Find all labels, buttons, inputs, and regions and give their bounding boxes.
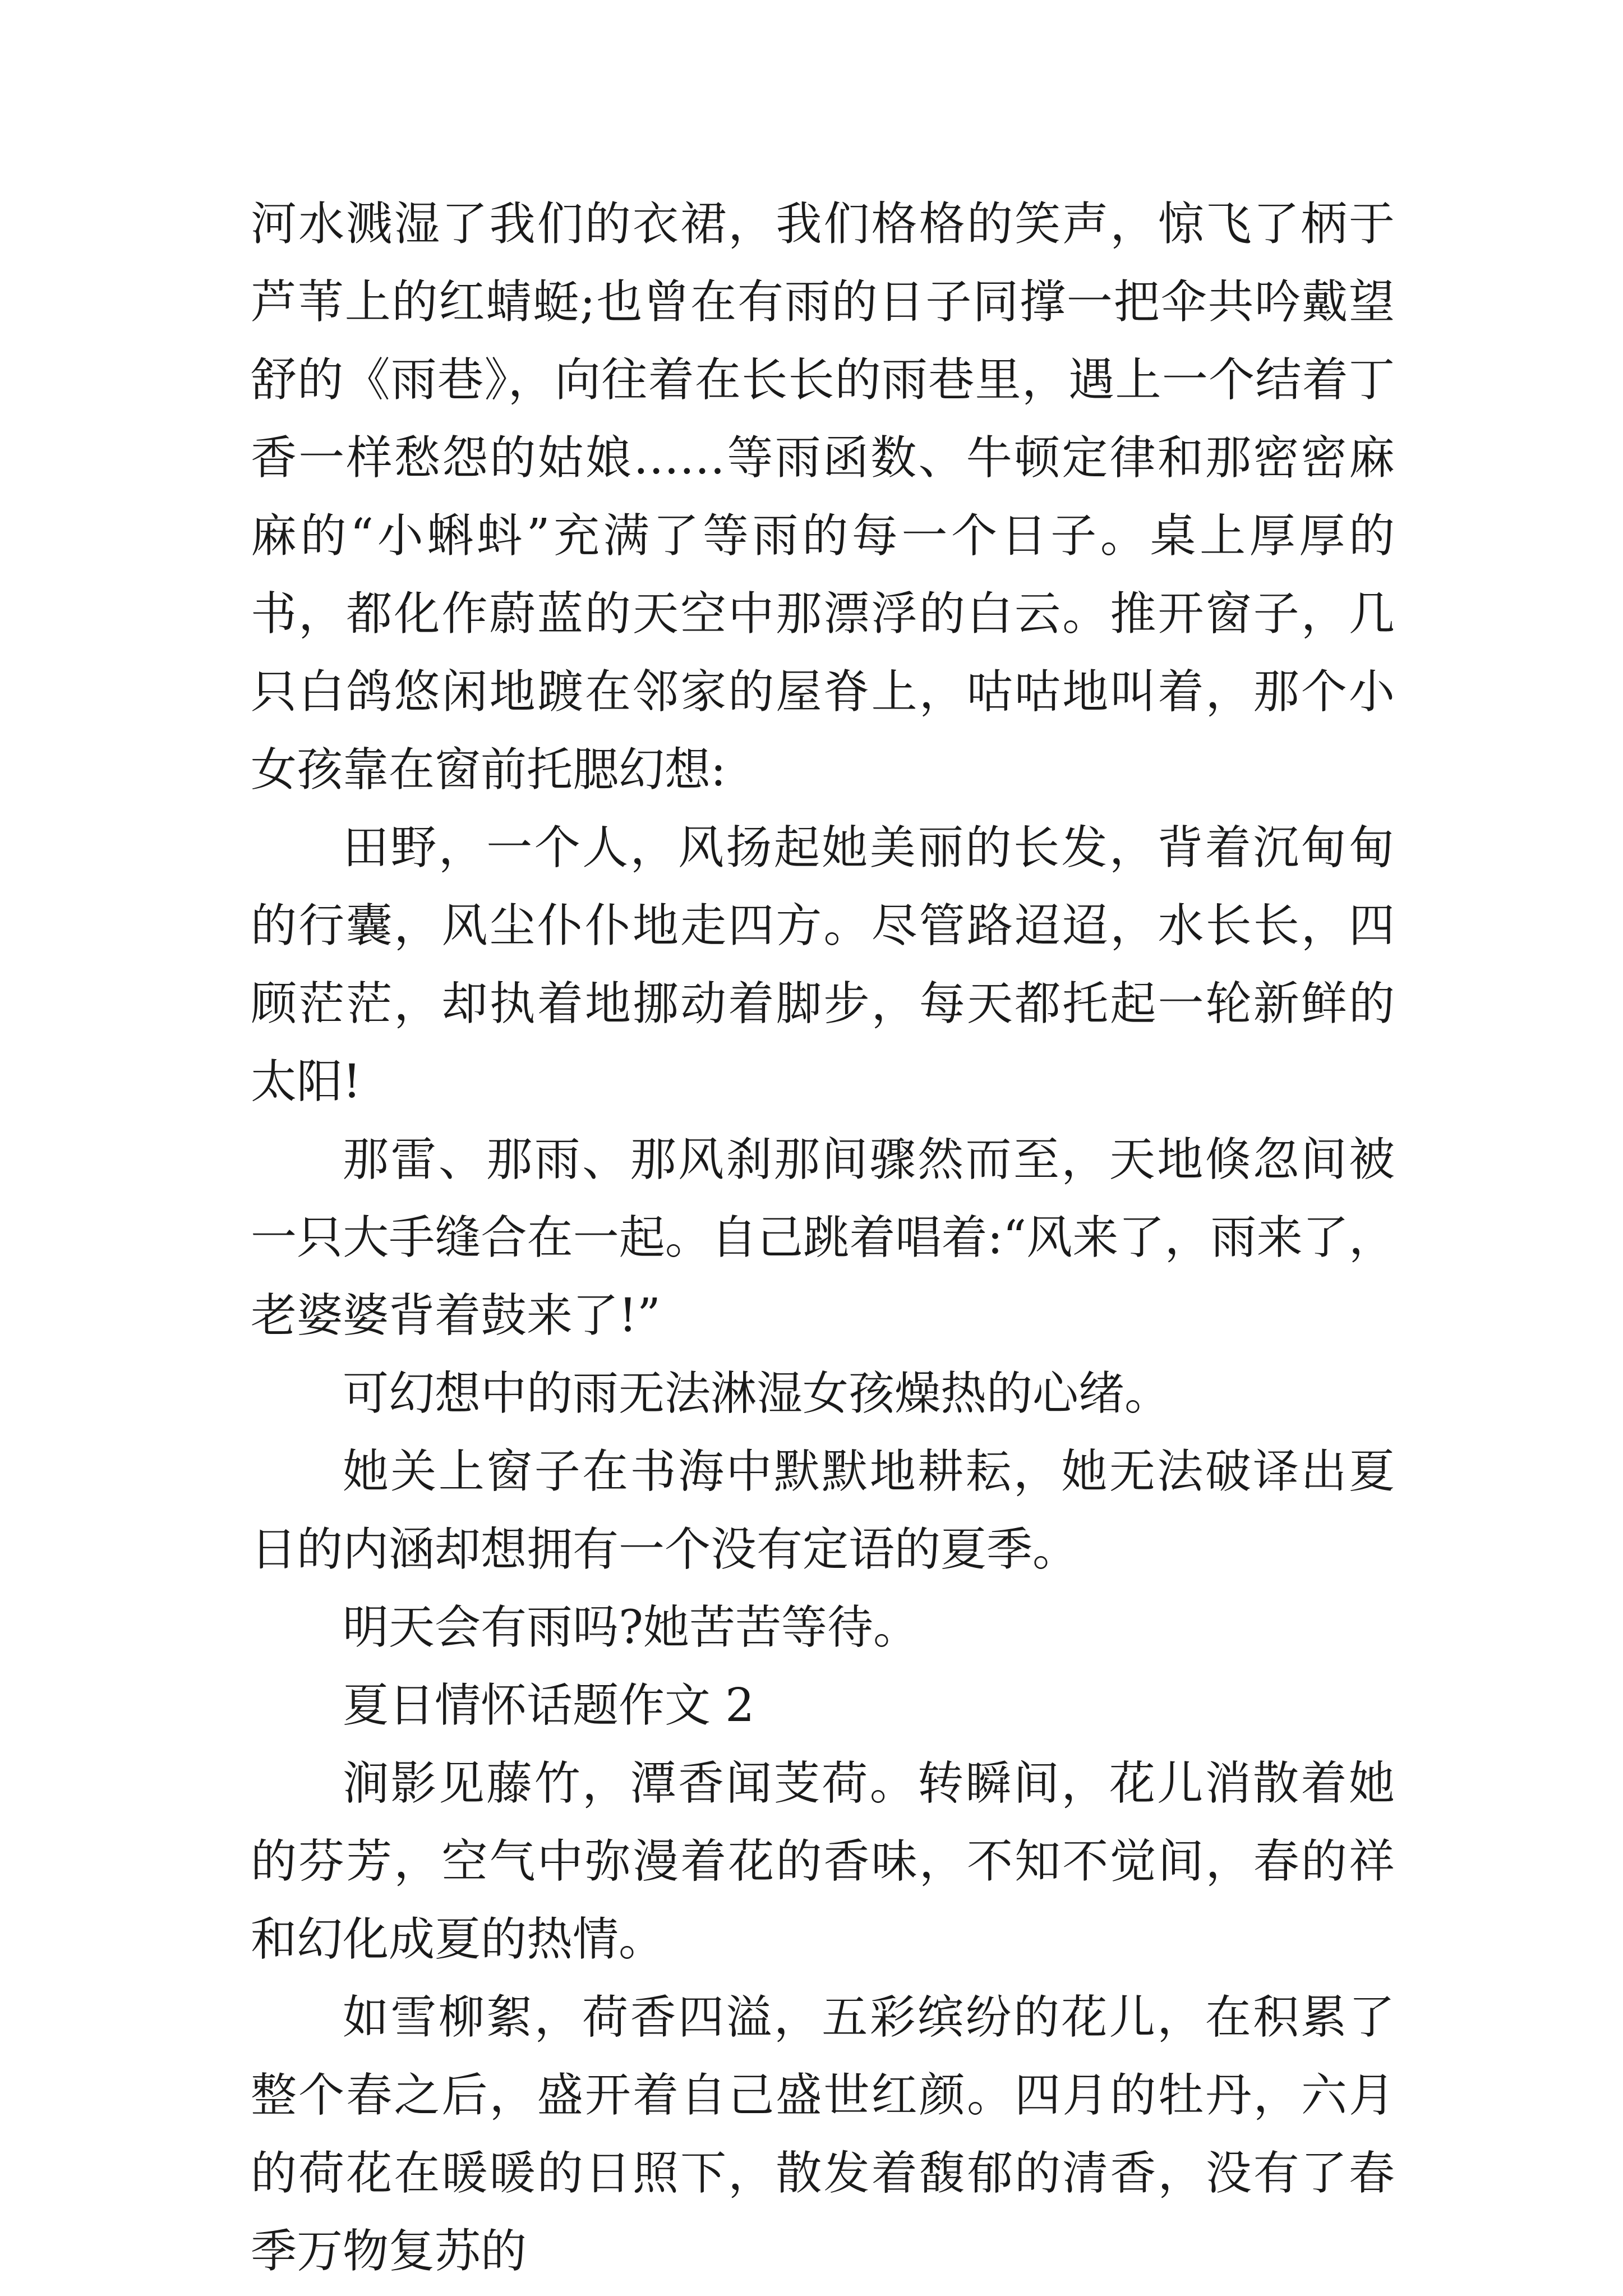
- paragraph-8: 如雪柳絮，荷香四溢，五彩缤纷的花儿，在积累了整个春之后，盛开着自己盛世红颜。四月的牡丹，六月的荷花在暖暖的日照下，散发着馥郁的清香，没有了春季万物复苏的: [251, 1991, 1395, 2278]
- paragraph-1: 河水溅湿了我们的衣裙，我们格格的笑声，惊飞了柄于芦苇上的红蜻蜓;也曾在有雨的日子同撑一把伞共吟戴望舒的《雨巷》，向往着在长长的雨巷里，遇上一个结着丁香一样愁怨的姑娘……等雨函数、牛顿定律和那密密麻麻的“小蝌蚪”充满了等雨的每一个日子。桌上厚厚的书，都化作蔚蓝的天空中那漂浮的白云。推开窗子，几只白鸽悠闲地踱在邻家的屋脊上，咕咕地叫着，那个小女孩靠在窗前托腮幻想:: [251, 197, 1395, 797]
- paragraph-2: 田野，一个人，风扬起她美丽的长发，背着沉甸甸的行囊，风尘仆仆地走四方。尽管路迢迢，水长长，四顾茫茫，却执着地挪动着脚步，每天都托起一轮新鲜的太阳!: [251, 821, 1395, 1108]
- document-body: [251, 185, 1395, 2290]
- paragraph-4: 可幻想中的雨无法淋湿女孩燥热的心绪。: [343, 1367, 1171, 1420]
- paragraph-6: 明天会有雨吗?她苦苦等待。: [343, 1601, 919, 1654]
- paragraph-7: 涧影见藤竹，潭香闻芰荷。转瞬间，花儿消散着她的芬芳，空气中弥漫着花的香味，不知不觉间，春的祥和幻化成夏的热情。: [251, 1757, 1395, 1966]
- paragraph-3: 那雷、那雨、那风刹那间骤然而至，天地倏忽间被一只大手缝合在一起。自己跳着唱着:“风来了，雨来了，老婆婆背着鼓来了!”: [251, 1133, 1395, 1342]
- section-heading: 夏日情怀话题作文 2: [343, 1679, 755, 1732]
- paragraph-5: 她关上窗子在书海中默默地耕耘，她无法破译出夏日的内涵却想拥有一个没有定语的夏季。: [251, 1445, 1395, 1576]
